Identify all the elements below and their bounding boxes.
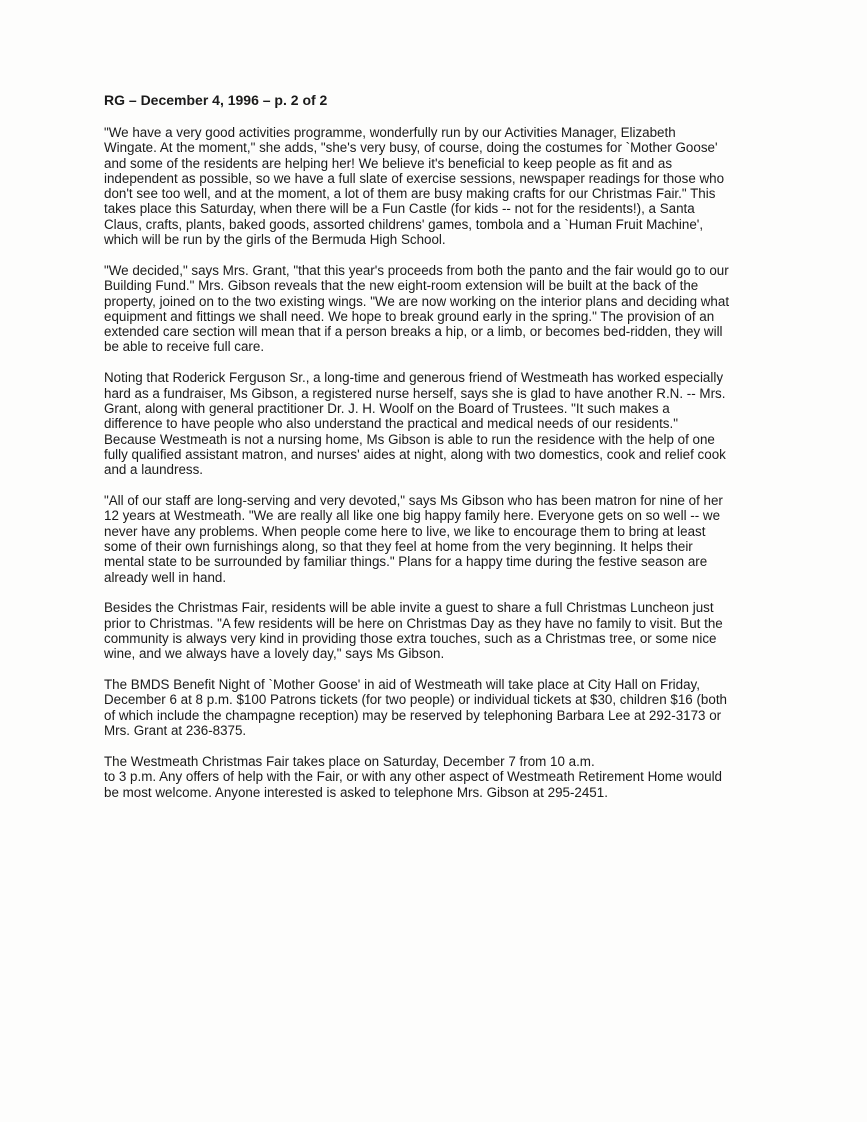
paragraph-christmas-fair	[104, 754, 784, 800]
paragraph-staff-devotion	[104, 493, 784, 585]
text-line: prior to Christmas. "A few residents will be here on Christmas Day as they have no family to visit. But the	[104, 615, 723, 631]
text-line: Grant, along with general practitioner Dr. J. H. Woolf on the Board of Trustees. "It such makes a	[104, 400, 670, 416]
text-line: which will be run by the girls of the Bermuda High School.	[104, 232, 446, 248]
text-line: and a laundress.	[104, 462, 204, 478]
text-line: The Westmeath Christmas Fair takes place on Saturday, December 7 from 10 a.m.	[104, 753, 595, 769]
text-line: wine, and we always have a lovely day," says Ms Gibson.	[104, 646, 445, 662]
text-line: 12 years at Westmeath. "We are really all like one big happy family here. Everyone gets on so well -- we	[104, 508, 721, 524]
text-line: of which include the champagne reception) may be reserved by telephoning Barbara Lee at 292-3173 or	[104, 707, 722, 723]
text-line: to 3 p.m. Any offers of help with the Fair, or with any other aspect of Westmeath Retirement Home would	[104, 769, 723, 785]
text-line: Mrs. Grant at 236-8375.	[104, 723, 247, 739]
text-line: Claus, crafts, plants, baked goods, assorted childrens' games, tombola and a `Human Fruit Machine',	[104, 216, 704, 232]
text-line: extended care section will mean that if a person breaks a hip, or a limb, or becomes bed-ridden, they will	[104, 324, 723, 340]
text-line: be able to receive full care.	[104, 339, 265, 355]
text-line: property, joined on to the two existing wings. "We are now working on the interior plans and deciding what	[104, 293, 730, 309]
paragraph-christmas-luncheon	[104, 600, 784, 661]
text-line: hard as a fundraiser, Ms Gibson, a registered nurse herself, says she is glad to have another R.N. -- Mrs.	[104, 385, 726, 401]
text-line: fully qualified assistant matron, and nurses' aides at night, along with two domestics, cook and relief cook	[104, 446, 726, 462]
paragraph-activities	[104, 125, 784, 247]
text-line: independent as possible, so we have a full slate of exercise sessions, newspaper readings for those who	[104, 170, 725, 186]
text-line: "We decided," says Mrs. Grant, "that this year's proceeds from both the panto and the fair would go to our	[104, 262, 729, 278]
text-line: don't see too well, and at the moment, a lot of them are busy making crafts for our Christmas Fair." This	[104, 186, 716, 202]
text-line: Because Westmeath is not a nursing home, Ms Gibson is able to run the residence with the help of one	[104, 431, 715, 447]
text-line: be most welcome. Anyone interested is asked to telephone Mrs. Gibson at 295-2451.	[104, 784, 608, 800]
text-line: Building Fund." Mrs. Gibson reveals that the new eight-room extension will be built at the back of the	[104, 278, 699, 294]
text-line: already well in hand.	[104, 569, 227, 585]
paragraph-staff-trustees	[104, 370, 784, 477]
page-header: RG – December 4, 1996 – p. 2 of 2	[104, 92, 328, 108]
text-line: takes place this Saturday, when there will be a Fun Castle (for kids -- not for the residents!), a Santa	[104, 201, 695, 217]
text-line: mental state to be surrounded by familiar things." Plans for a happy time during the festive season are	[104, 554, 708, 570]
text-line: The BMDS Benefit Night of `Mother Goose' in aid of Westmeath will take place at City Hall on Friday,	[104, 677, 700, 693]
text-line: equipment and fittings we shall need. We hope to break ground early in the spring." The provision of an	[104, 308, 715, 324]
text-line: Besides the Christmas Fair, residents will be able invite a guest to share a full Christmas Luncheon just	[104, 600, 714, 616]
article-body	[104, 125, 784, 815]
text-line: Noting that Roderick Ferguson Sr., a long-time and generous friend of Westmeath has worked especially	[104, 370, 724, 386]
text-line: difference to have people who also understand the practical and medical needs of our residents."	[104, 416, 678, 432]
text-line: December 6 at 8 p.m. $100 Patrons tickets (for two people) or individual tickets at $30, children $16 (both	[104, 692, 727, 708]
text-line: Wingate. At the moment," she adds, "she's very busy, of course, doing the costumes for `Mother Goose'	[104, 140, 718, 156]
text-line: "All of our staff are long-serving and very devoted," says Ms Gibson who has been matron for nine of her	[104, 493, 723, 509]
paragraph-benefit-night	[104, 677, 784, 738]
paragraph-building-fund	[104, 263, 784, 355]
text-line: never have any problems. When people come here to live, we like to encourage them to bring at least	[104, 523, 706, 539]
text-line: some of their own furnishings along, so that they feel at home from the very beginning. It helps their	[104, 538, 693, 554]
text-line: "We have a very good activities programme, wonderfully run by our Activities Manager, Elizabeth	[104, 125, 676, 140]
text-line: community is always very kind in providing those extra touches, such as a Christmas tree, or some nice	[104, 630, 717, 646]
text-line: and some of the residents are helping her! We believe it's beneficial to keep people as fit and as	[104, 155, 673, 171]
